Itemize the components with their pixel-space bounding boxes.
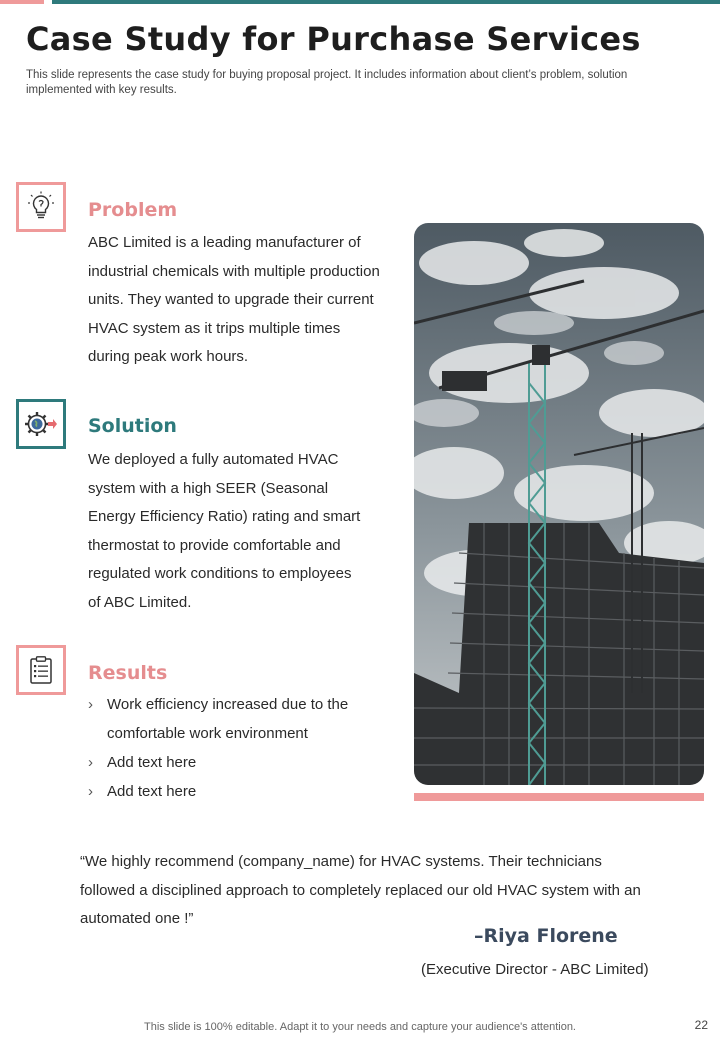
slide-title: Case Study for Purchase Services (26, 20, 641, 58)
slide-subtitle: This slide represents the case study for buying proposal project. It includes information about client’s problem, solution implemented with key results. (26, 69, 628, 96)
problem-heading: Problem (88, 199, 178, 221)
top-accent-bar-pink (0, 0, 44, 4)
footer-note: This slide is 100% editable. Adapt it to your needs and capture your audience's attention. (144, 1021, 576, 1033)
solution-heading: Solution (88, 415, 177, 437)
clipboard-checklist-icon (29, 656, 53, 684)
construction-photo (414, 223, 704, 785)
testimonial-quote: “We highly recommend (company_name) for HVAC systems. Their technicians followed a disciplined approach to completely replaced our old HVAC system with an automated one !” (80, 853, 641, 927)
results-icon-box (16, 645, 66, 695)
page-number: 22 (694, 1018, 708, 1032)
top-accent-bar-teal (52, 0, 720, 4)
results-heading: Results (88, 662, 168, 684)
problem-text: ABC Limited is a leading manufacturer of industrial chemicals with multiple production units. They wanted to upgrade their current HVAC system as it trips multiple times during peak work hours. (88, 234, 380, 366)
chevron-right-icon: › (88, 696, 93, 713)
testimonial-author: –Riya Florene (474, 925, 618, 947)
problem-icon-box (16, 182, 66, 232)
list-item: › Add text here (88, 777, 348, 806)
chevron-right-icon: › (88, 783, 93, 800)
chevron-right-icon: › (88, 754, 93, 771)
solution-text: We deployed a fully automated HVAC system with a high SEER (Seasonal Energy Efficiency Ratio) rating and smart thermostat to provide comfortable and regulated work conditions to employees of ABC Limited. (88, 451, 361, 611)
photo-accent-bar (414, 793, 704, 801)
gear-globe-icon (24, 409, 58, 439)
testimonial-author-role: (Executive Director - ABC Limited) (421, 961, 649, 978)
results-list (88, 690, 348, 806)
list-item: › Add text here (88, 748, 348, 777)
solution-icon-box (16, 399, 66, 449)
list-item: › Work efficiency increased due to the comfortable work environment (88, 690, 348, 748)
lightbulb-icon (26, 191, 56, 223)
